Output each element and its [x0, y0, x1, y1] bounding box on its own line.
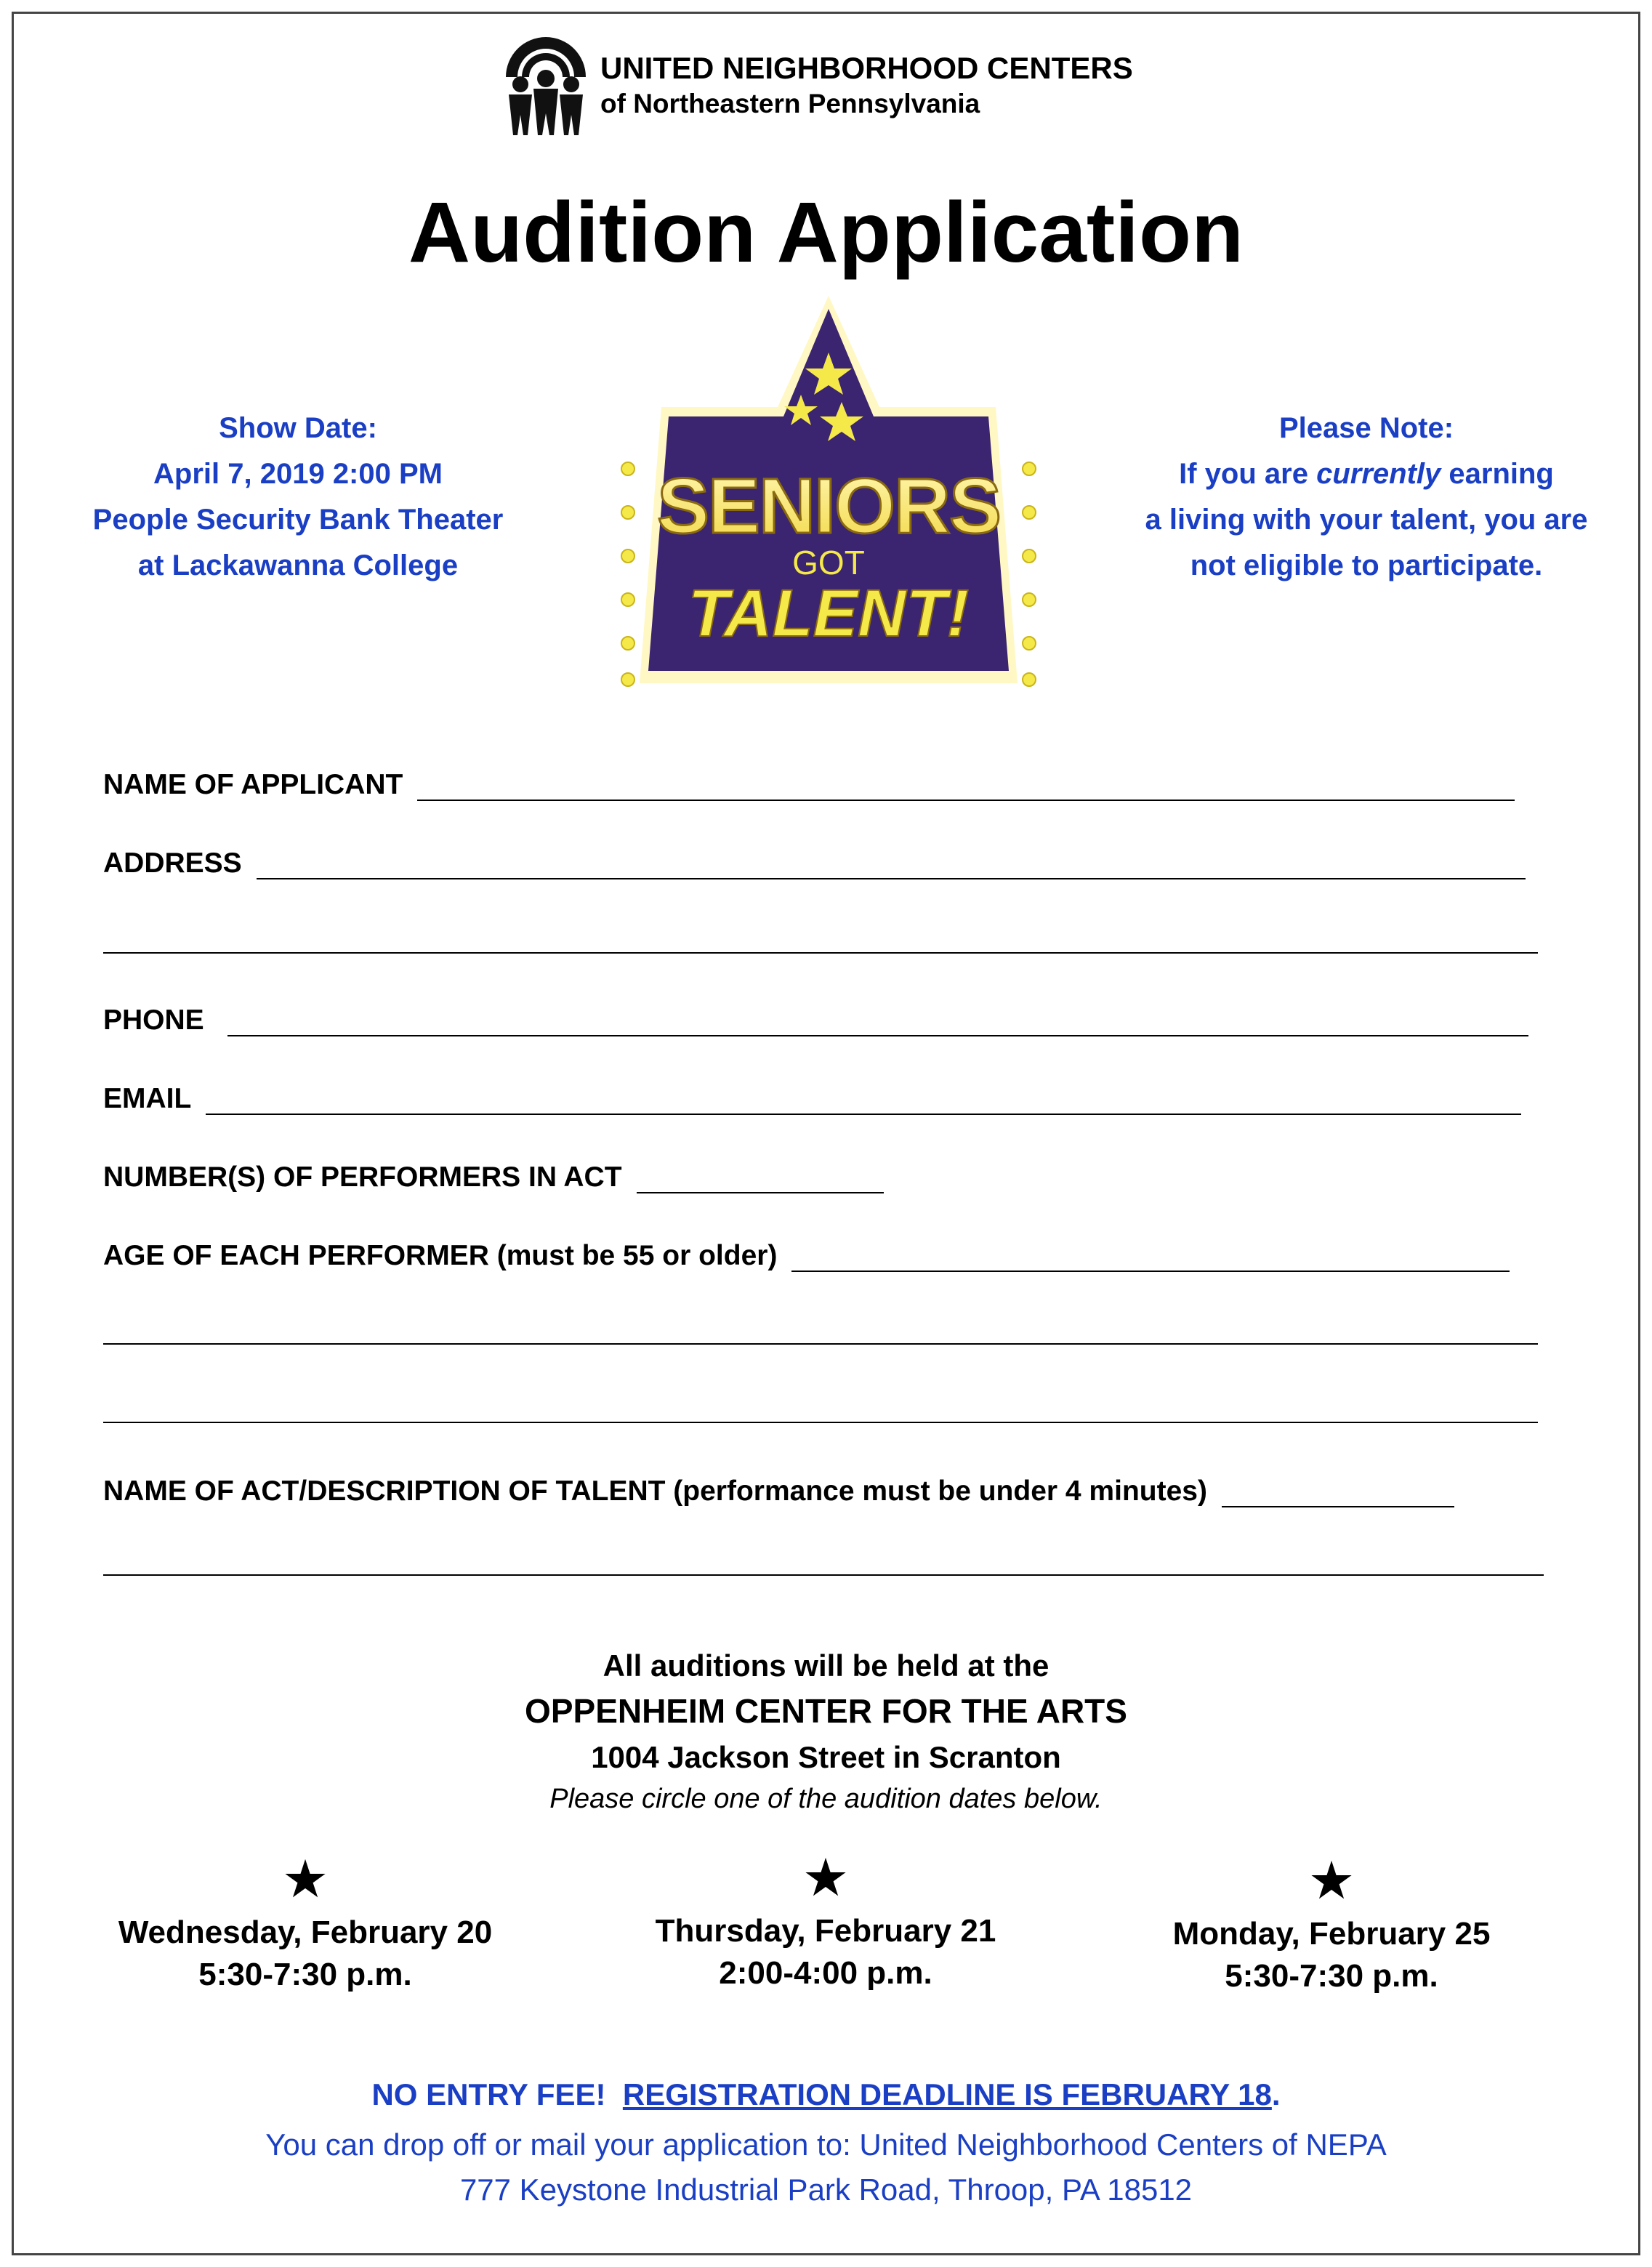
audition-date-3[interactable] [1063, 1852, 1600, 1997]
show-venue-line1: People Security Bank Theater [92, 504, 504, 536]
age-input-line-3[interactable] [103, 1422, 1538, 1423]
org-name-line2: of Northeastern Pennsylvania [600, 89, 980, 118]
address-label: ADDRESS [103, 847, 242, 879]
audition-date-2-time: 2:00-4:00 p.m. [719, 1955, 932, 1991]
performers-label: NUMBER(S) OF PERFORMERS IN ACT [103, 1161, 622, 1193]
dropoff-line2: 777 Keystone Industrial Park Road, Throop, PA 18512 [459, 2173, 1193, 2207]
auditions-instruction: Please circle one of the audition dates below. [549, 1784, 1103, 1814]
audition-date-1-day: Wednesday, February 20 [118, 1914, 493, 1950]
star-icon: ★ [281, 1851, 329, 1909]
address-input-line[interactable] [257, 850, 1526, 879]
audition-date-2-day: Thursday, February 21 [655, 1913, 996, 1949]
act-field-row [103, 1471, 1454, 1507]
note-label: Please Note: [1278, 412, 1454, 444]
phone-label: PHONE [103, 1004, 204, 1036]
age-label-main: AGE OF EACH PERFORMER [103, 1240, 489, 1271]
audition-date-3-day: Monday, February 25 [1172, 1916, 1491, 1952]
unc-logo-icon [499, 33, 593, 137]
audition-date-3-time: 5:30-7:30 p.m. [1225, 1958, 1438, 1994]
badge-word-talent: TALENT! [688, 576, 970, 651]
deadline-period: . [1271, 2077, 1281, 2111]
address-field-row [103, 843, 1526, 879]
address-input-line-2[interactable] [103, 952, 1538, 954]
act-label-main: NAME OF ACT/DESCRIPTION OF TALENT [103, 1475, 666, 1507]
dropoff-line1: You can drop off or mail your application to: United Neighborhood Centers of NEPA [265, 2127, 1387, 2162]
email-field-row [103, 1079, 1521, 1115]
phone-input-line[interactable] [227, 1007, 1528, 1036]
note-line1-emphasis: currently [1316, 458, 1441, 490]
star-icon: ★ [1308, 1852, 1355, 1910]
audition-date-1[interactable] [36, 1851, 574, 1996]
email-label: EMAIL [103, 1083, 192, 1114]
note-line1-b: earning [1441, 458, 1554, 490]
act-label-note: (performance must be under 4 minutes) [665, 1475, 1207, 1507]
phone-field-row [103, 1000, 1528, 1036]
badge-word-seniors: SENIORS [656, 462, 1001, 549]
act-input-line-2[interactable] [103, 1574, 1544, 1576]
eligibility-note [1105, 406, 1628, 589]
email-input-line[interactable] [206, 1086, 1521, 1115]
registration-deadline: REGISTRATION DEADLINE IS FEBRUARY 18 [622, 2077, 1272, 2111]
name-field-row [103, 765, 1515, 801]
show-venue-line2: at Lackawanna College [137, 549, 459, 581]
star-icon: ★ [802, 1849, 850, 1907]
badge-word-got: GOT [792, 544, 865, 581]
no-entry-fee: NO ENTRY FEE! [371, 2077, 606, 2111]
auditions-address: 1004 Jackson Street in Scranton [591, 1740, 1061, 1774]
act-input-line[interactable] [1222, 1478, 1454, 1507]
audition-date-2[interactable] [557, 1849, 1095, 1994]
name-label: NAME OF APPLICANT [103, 769, 403, 800]
fee-deadline-line [0, 2073, 1652, 2117]
age-input-line[interactable] [791, 1243, 1510, 1272]
act-label [103, 1475, 1222, 1507]
name-input-line[interactable] [417, 772, 1515, 801]
show-date-label: Show Date: [219, 412, 377, 444]
show-date-block [44, 406, 552, 589]
page-title: Audition Application [408, 185, 1244, 281]
age-field-row [103, 1236, 1510, 1272]
age-input-line-2[interactable] [103, 1343, 1538, 1345]
show-date-value: April 7, 2019 2:00 PM [153, 458, 443, 490]
age-label-note: (must be 55 or older) [488, 1240, 778, 1271]
auditions-intro: All auditions will be held at the [603, 1648, 1049, 1683]
performers-field-row [103, 1157, 884, 1193]
note-line2: a living with your talent, you are [1145, 504, 1588, 536]
audition-date-1-time: 5:30-7:30 p.m. [198, 1957, 412, 1992]
note-line1 [1105, 451, 1628, 497]
auditions-venue: OPPENHEIM CENTER FOR THE ARTS [525, 1692, 1127, 1730]
age-label [103, 1240, 791, 1272]
org-name-line1: UNITED NEIGHBORHOOD CENTERS [600, 51, 1133, 85]
note-line1-a: If you are [1179, 458, 1317, 490]
performers-input-line[interactable] [637, 1164, 884, 1193]
org-name [600, 49, 1133, 121]
note-line3: not eligible to participate. [1190, 549, 1543, 581]
seniors-got-talent-logo [611, 287, 1047, 694]
